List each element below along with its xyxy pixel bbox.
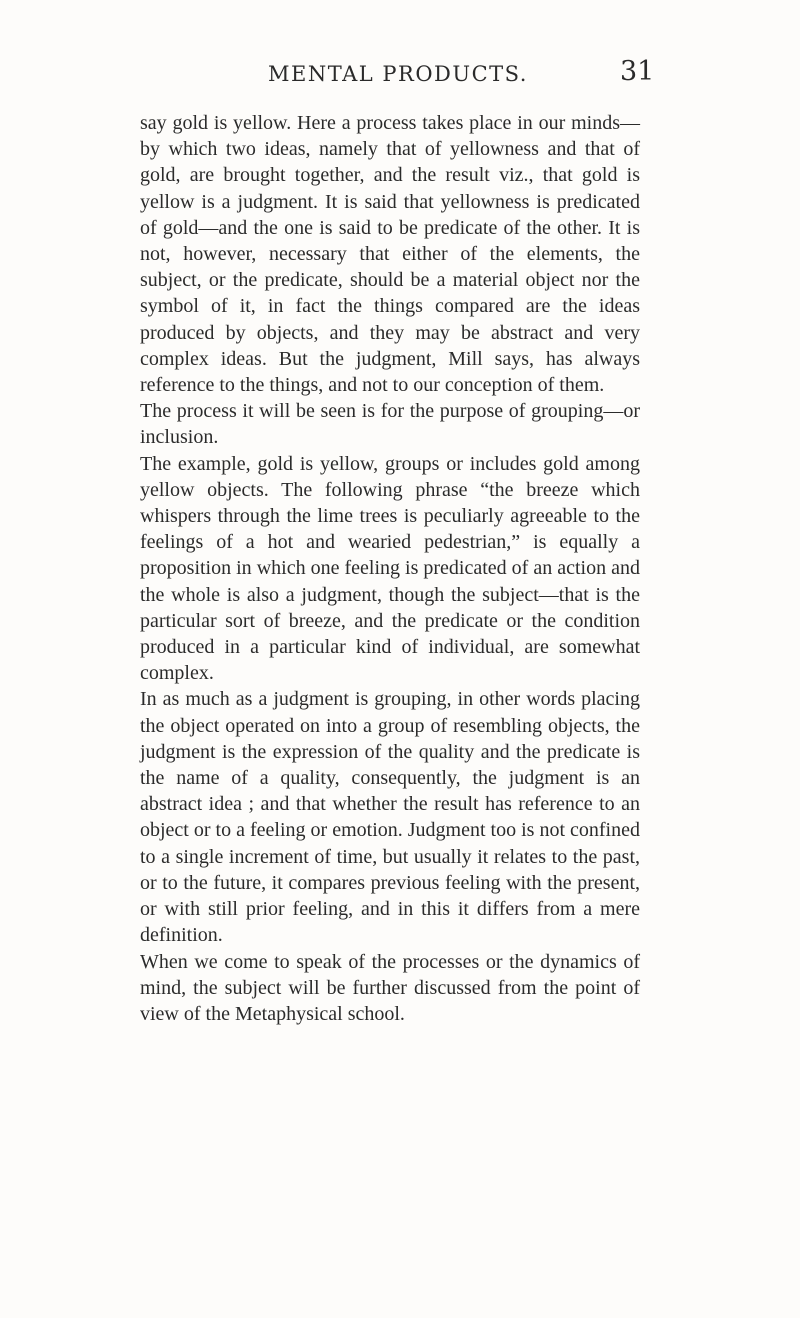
running-head-title: MENTAL PRODUCTS. xyxy=(268,62,528,86)
paragraph-5: When we come to speak of the processes or the dynamics of mind, the subject will be further discussed from the point of view of the Metaphysical school. xyxy=(140,950,640,1025)
body-text xyxy=(140,110,640,1027)
paragraph-1: say gold is yellow. Here a process takes place in our minds—by which two ideas, namely that of yellowness and that of gold, are brought together, and the result viz., that gold is yellow is a judgment. It is said that yellowness is predicated of gold—and the one is said to be predicate of the other. It is not, however, necessary that either of the elements, the subject, or the predicate, should be a material object nor the symbol of it, in fact the things compared are the ideas produced by objects, and they may be abstract and very complex ideas. But the judgment, Mill says, has always reference to the things, and not to our conception of them. xyxy=(140,112,640,397)
paragraph-2: The process it will be seen is for the purpose of grouping—or inclusion. xyxy=(140,400,640,449)
page-number: 31 xyxy=(620,56,655,87)
paragraph-4: In as much as a judgment is grouping, in other words placing the object operated on into a group of resembling objects, the judgment is the expression of the quality and the predicate is the name of a quality, consequently, the judgment is an abstract idea ; and that whether the result has reference to an object or to a feeling or emotion. Judgment too is not confined to a single increment of time, but usually it relates to the past, or to the future, it compares previous feeling with the present, or with still prior feeling, and in this it differs from a mere definition. xyxy=(140,688,640,947)
paragraph-3: The example, gold is yellow, groups or includes gold among yellow objects. The following phrase “the breeze which whispers through the lime trees is peculiarly agreeable to the feelings of a hot and wearied pedestrian,” is equally a proposition in which one feeling is predicated of an action and the whole is also a judgment, though the subject—that is the particular sort of breeze, and the predicate or the condition produced in a particular kind of individual, are somewhat complex. xyxy=(140,452,640,685)
